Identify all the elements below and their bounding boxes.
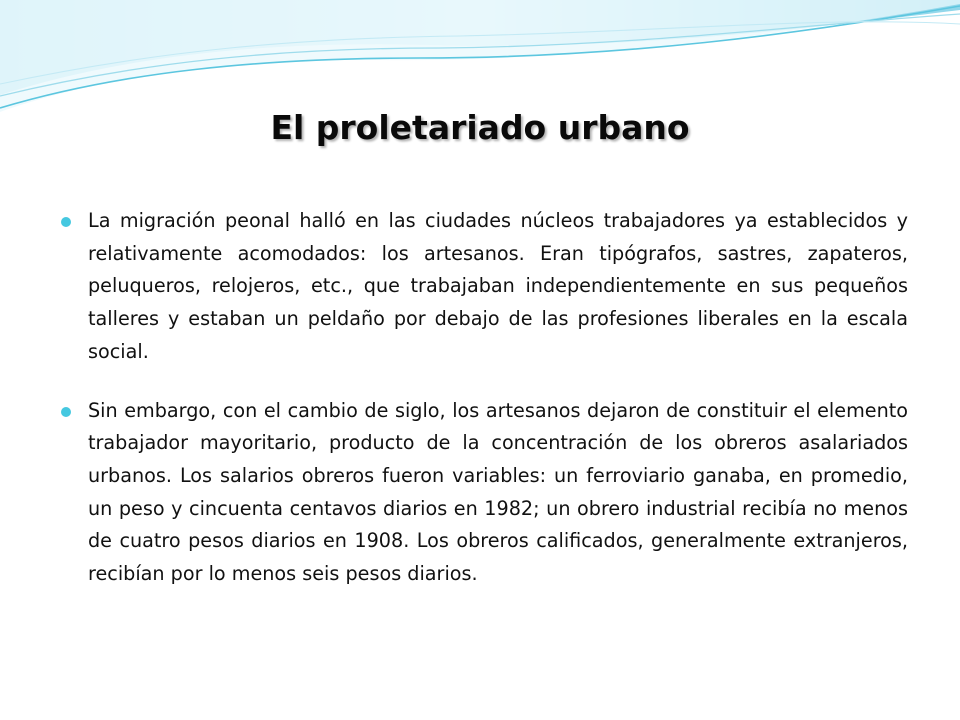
decorative-wave-header (0, 0, 960, 120)
bullet-dot-icon (61, 407, 71, 417)
bullet-text-1: La migración peonal halló en las ciudades núcleos trabajadores ya establecidos y relativamente acomodados: los artesanos. Eran tipógrafos, sastres, zapateros, peluqueros, relojeros, etc., que trabajaban independientemente en sus pequeños talleres y estaban un peldaño por debajo de las profesiones liberales en la escala social. (88, 209, 908, 363)
wave-fill-front (0, 0, 960, 112)
bullet-item-2 (60, 395, 908, 591)
bullet-item-1 (60, 205, 908, 369)
slide-title: El proletariado urbano (270, 108, 690, 147)
bullet-dot-icon (61, 217, 71, 227)
bullet-text-2: Sin embargo, con el cambio de siglo, los artesanos dejaron de constituir el elemento trabajador mayoritario, producto de la concentración de los obreros asalariados urbanos. Los salarios obreros fueron variables: un ferroviario ganaba, en promedio, un peso y cincuenta centavos diarios en 1982; un obrero industrial recibía no menos de cuatro pesos diarios en 1908. Los obreros calificados, generalmente extranjeros, recibían por lo menos seis pesos diarios. (88, 398, 908, 586)
bullet-list (60, 205, 908, 617)
